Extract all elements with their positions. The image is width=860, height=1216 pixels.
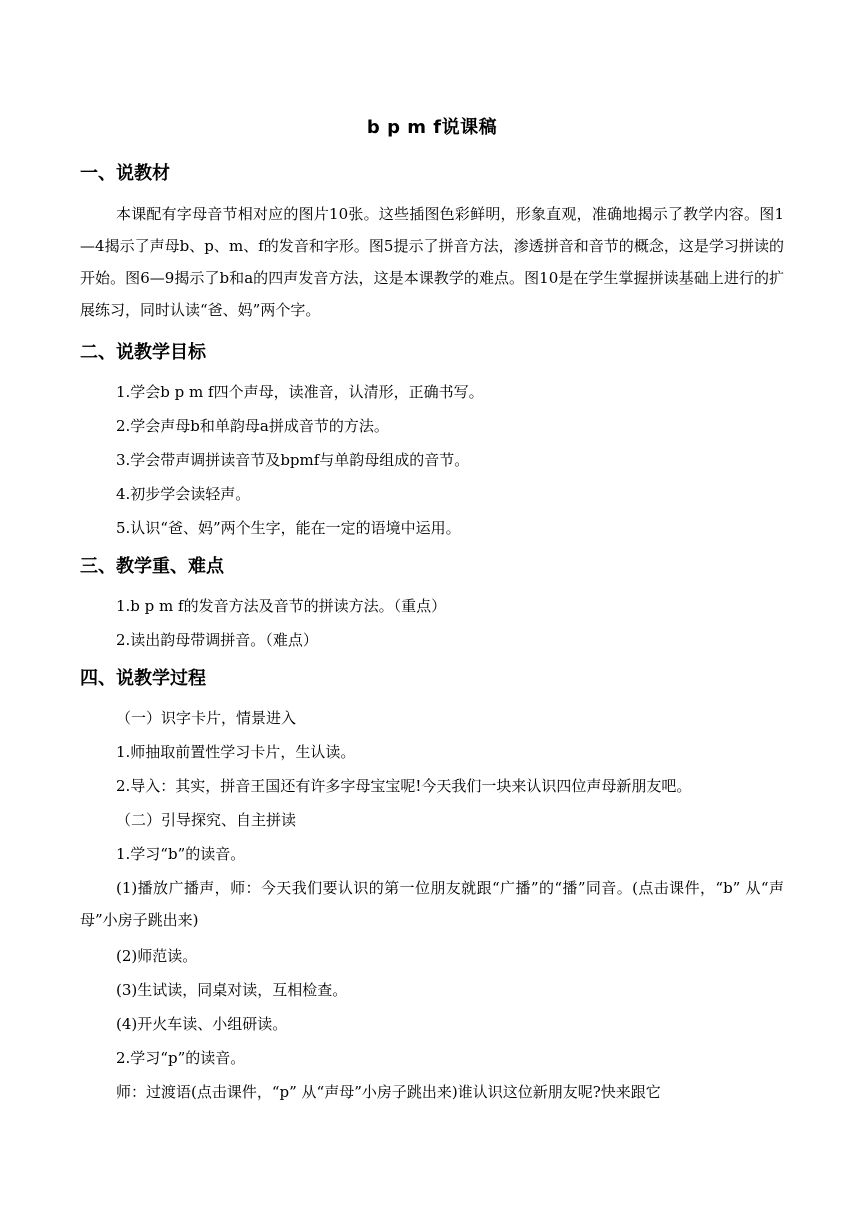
document-title: b p m f说课稿 [366, 117, 498, 138]
section-heading-textbook: 一、说教材 [80, 163, 170, 184]
process-line: (4)开火车读、小组研读。 [116, 1015, 288, 1033]
key-point-item: 2.读出韵母带调拼音。（难点） [116, 631, 318, 649]
section-heading-process: 四、说教学过程 [80, 668, 206, 689]
process-line: (2)师范读。 [116, 947, 198, 965]
objective-item: 2.学会声母b和单韵母a拼成音节的方法。 [116, 417, 389, 435]
textbook-paragraph: 本课配有字母音节相对应的图片10张。这些插图色彩鲜明，形象直观，准确地揭示了教学内容。图1—4揭示了声母b、p、m、f的发音和字形。图5提示了拼音方法，渗透拼音和音节的概念，这是学习拼读的开始。图6—9揭示了b和a的四声发音方法，这是本课教学的难点。图10是在学生掌握拼读基础上进行的扩展练习，同时认读“爸、妈”两个字。 [80, 205, 784, 319]
key-point-item: 1.b p m f的发音方法及音节的拼读方法。（重点） [116, 597, 447, 615]
process-line: （二）引导探究、自主拼读 [116, 811, 297, 829]
process-line: 1.学习“b”的读音。 [116, 845, 246, 863]
process-line: 2.导入：其实，拼音王国还有许多字母宝宝呢!今天我们一块来认识四位声母新朋友吧。 [116, 777, 692, 795]
process-line: 2.学习“p”的读音。 [116, 1049, 246, 1067]
section-heading-key-points: 三、教学重、难点 [80, 556, 224, 577]
section-heading-objectives: 二、说教学目标 [80, 342, 206, 363]
objective-item: 1.学会b p m f四个声母，读准音，认清形，正确书写。 [116, 383, 484, 401]
process-line: （一）识字卡片，情景进入 [116, 709, 297, 727]
objective-item: 5.认识“爸、妈”两个生字，能在一定的语境中运用。 [116, 519, 461, 537]
process-line: 师：过渡语(点击课件，“p” 从“声母”小房子跳出来)谁认识这位新朋友呢?快来跟它 [116, 1083, 661, 1101]
process-line: (1)播放广播声，师：今天我们要认识的第一位朋友就跟“广播”的“播”同音。(点击课件，“b” 从“声母”小房子跳出来) [80, 879, 784, 929]
process-line: (3)生试读，同桌对读，互相检查。 [116, 981, 348, 999]
process-line: 1.师抽取前置性学习卡片，生认读。 [116, 743, 356, 761]
objective-item: 3.学会带声调拼读音节及bpmf与单韵母组成的音节。 [116, 451, 470, 469]
objective-item: 4.初步学会读轻声。 [116, 485, 251, 503]
